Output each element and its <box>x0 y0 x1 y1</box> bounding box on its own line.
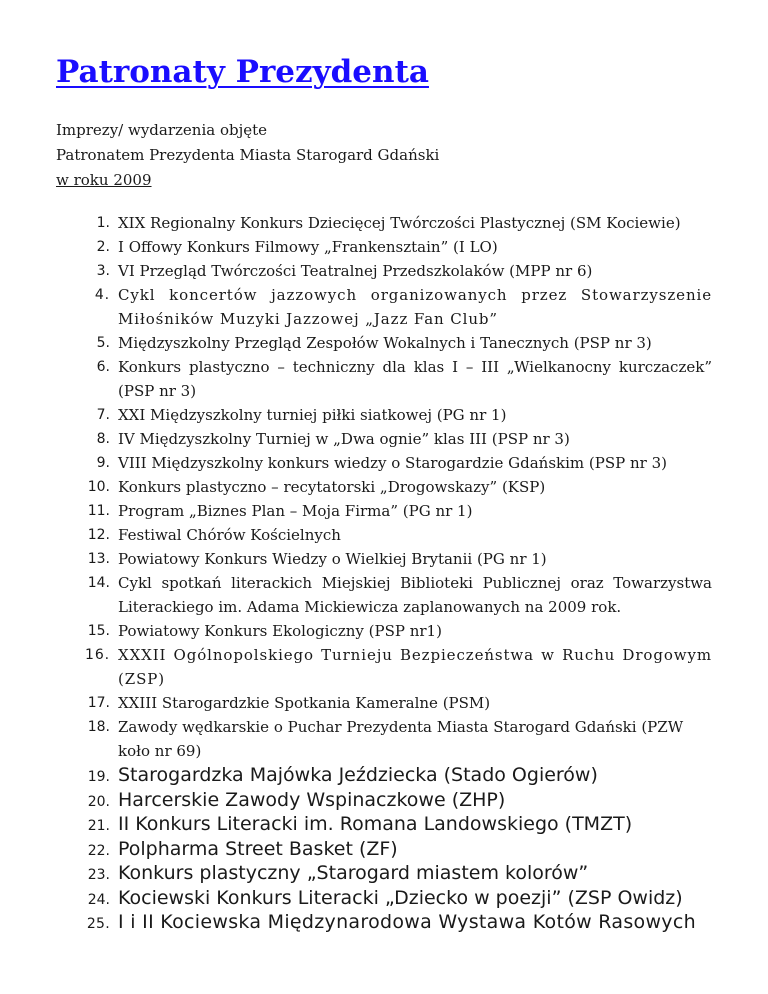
list-item-text: Kociewski Konkurs Literacki „Dziecko w poezji” (ZSP Owidz) <box>118 886 683 909</box>
list-item <box>56 235 712 259</box>
list-item <box>56 283 712 331</box>
list-item-text: Festiwal Chórów Kościelnych <box>118 526 341 544</box>
list-item-text: Powiatowy Konkurs Wiedzy o Wielkiej Brytanii (PG nr 1) <box>118 550 547 568</box>
list-item-text: Program „Biznes Plan – Moja Firma” (PG nr 1) <box>118 502 473 520</box>
intro-block <box>56 118 712 193</box>
list-item-text: Konkurs plastyczno – recytatorski „Drogowskazy” (KSP) <box>118 478 546 496</box>
page-title-link[interactable]: Patronaty Prezydenta <box>56 54 429 90</box>
list-item-text: Międzyszkolny Przegląd Zespołów Wokalnych i Tanecznych (PSP nr 3) <box>118 334 652 352</box>
list-item-number: 17. <box>87 695 110 711</box>
list-item-text: Cykl koncertów jazzowych organizowanych przez Stowarzyszenie Miłośników Muzyki Jazzowej „Jazz Fan Club” <box>118 286 712 328</box>
list-item-number: 9. <box>96 455 110 471</box>
list-item-number: 1. <box>96 215 110 231</box>
intro-line-1: Imprezy/ wydarzenia objęte <box>56 121 268 139</box>
page-title <box>56 50 712 94</box>
list-item <box>56 910 712 935</box>
list-item <box>56 619 712 643</box>
intro-line-2: Patronatem Prezydenta Miasta Starogard Gdański <box>56 146 440 164</box>
list-item <box>56 259 712 283</box>
list-item <box>56 211 712 235</box>
list-item-number: 25. <box>86 916 110 932</box>
list-item <box>56 451 712 475</box>
list-item <box>56 715 712 763</box>
list-item-text: Konkurs plastyczno – techniczny dla klas I – III „Wielkanocny kurczaczek” (PSP nr 3) <box>118 358 712 400</box>
list-item-number: 21. <box>87 818 110 834</box>
list-item-number: 24. <box>87 891 110 908</box>
list-item <box>56 403 712 427</box>
list-item-text: Starogardzka Majówka Jeździecka (Stado Ogierów) <box>118 764 598 786</box>
intro-line-3: w roku 2009 <box>56 171 152 189</box>
list-item <box>56 861 712 886</box>
list-item-text: Konkurs plastyczny „Starogard miastem kolorów” <box>118 862 589 884</box>
list-item-text: VI Przegląd Twórczości Teatralnej Przedszkolaków (MPP nr 6) <box>118 262 593 280</box>
list-item-number: 4. <box>94 287 110 303</box>
list-item-number: 12. <box>87 527 110 543</box>
list-item-text: Zawody wędkarskie o Puchar Prezydenta Miasta Starogard Gdański (PZW koło nr 69) <box>118 718 684 760</box>
list-item-text: XXIII Starogardzkie Spotkania Kameralne (PSM) <box>118 694 491 712</box>
list-item-number: 5. <box>96 335 110 351</box>
list-item-number: 3. <box>96 263 110 279</box>
list-item <box>56 523 712 547</box>
list-item <box>56 427 712 451</box>
list-item-text: VIII Międzyszkolny konkurs wiedzy o Starogardzie Gdańskim (PSP nr 3) <box>118 454 667 472</box>
list-item <box>56 475 712 499</box>
list-item <box>56 691 712 715</box>
list-item-number: 14. <box>87 575 110 591</box>
list-item <box>56 788 712 813</box>
list-item-number: 2. <box>96 239 110 255</box>
list-item <box>56 571 712 619</box>
list-item-number: 22. <box>87 842 110 859</box>
list-item <box>56 643 712 691</box>
list-item-number: 6. <box>96 359 110 375</box>
events-list <box>56 211 712 935</box>
list-item-number: 23. <box>87 867 110 883</box>
list-item <box>56 355 712 403</box>
list-item <box>56 763 712 788</box>
list-item-text: XXI Międzyszkolny turniej piłki siatkowej (PG nr 1) <box>118 406 507 424</box>
list-item-number: 15. <box>87 623 110 639</box>
list-item-text: II Konkurs Literacki im. Romana Landowskiego (TMZT) <box>118 813 633 835</box>
list-item-number: 18. <box>87 719 110 735</box>
list-item-text: Cykl spotkań literackich Miejskiej Biblioteki Publicznej oraz Towarzystwa Literackiego im. Adama Mickiewicza zaplanowanych na 2009 rok. <box>118 574 712 616</box>
list-item-text: XIX Regionalny Konkurs Dziecięcej Twórczości Plastycznej (SM Kociewie) <box>118 214 681 232</box>
list-item <box>56 837 712 862</box>
list-item-text: I Offowy Konkurs Filmowy „Frankensztain” (I LO) <box>118 238 498 256</box>
list-item-number: 16. <box>85 647 110 663</box>
list-item-number: 10. <box>87 479 110 495</box>
list-item <box>56 499 712 523</box>
list-item <box>56 886 712 911</box>
list-item-text: Harcerskie Zawody Wspinaczkowe (ZHP) <box>118 788 506 811</box>
list-item-number: 8. <box>96 431 110 447</box>
list-item <box>56 812 712 837</box>
list-item-text: IV Międzyszkolny Turniej w „Dwa ognie” klas III (PSP nr 3) <box>118 430 570 448</box>
list-item-text: Polpharma Street Basket (ZF) <box>118 837 398 860</box>
list-item-number: 11. <box>87 503 110 519</box>
list-item-number: 13. <box>87 551 110 567</box>
list-item-number: 19. <box>87 769 110 785</box>
list-item-text: Powiatowy Konkurs Ekologiczny (PSP nr1) <box>118 622 442 640</box>
list-item-number: 20. <box>87 793 110 810</box>
list-item <box>56 547 712 571</box>
list-item-text: XXXII Ogólnopolskiego Turnieju Bezpieczeństwa w Ruchu Drogowym (ZSP) <box>118 646 712 688</box>
list-item-text: I i II Kociewska Międzynarodowa Wystawa Kotów Rasowych <box>118 911 696 933</box>
list-item-number: 7. <box>96 407 110 423</box>
list-item <box>56 331 712 355</box>
